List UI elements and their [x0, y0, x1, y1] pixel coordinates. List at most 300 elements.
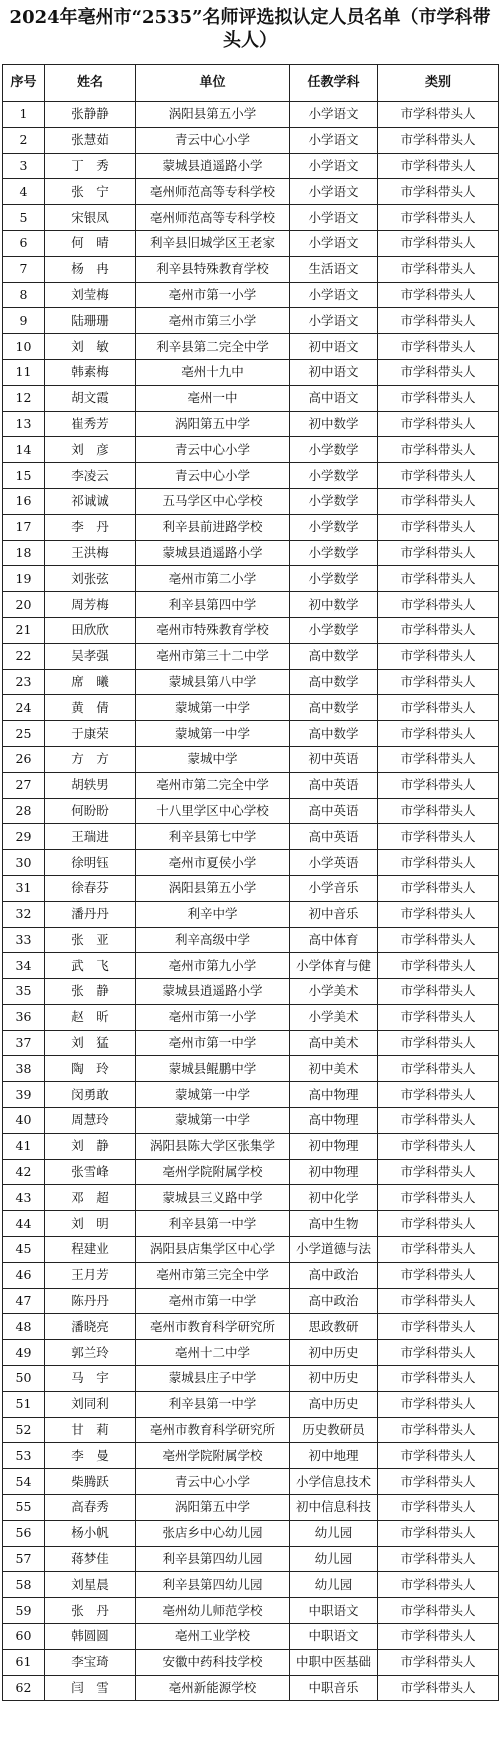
cell-category: 市学科带头人: [378, 514, 499, 540]
table-row: [3, 385, 499, 411]
cell-unit: 蒙城县庄子中学: [136, 1366, 290, 1392]
cell-index: 40: [3, 1108, 45, 1134]
table-row: [3, 1546, 499, 1572]
cell-unit: 五马学区中心学校: [136, 488, 290, 514]
cell-category: 市学科带头人: [378, 1211, 499, 1237]
cell-category: 市学科带头人: [378, 1056, 499, 1082]
cell-name: 韩素梅: [45, 359, 136, 385]
cell-unit: 蒙城县逍遥路小学: [136, 540, 290, 566]
cell-name: 郭兰玲: [45, 1340, 136, 1366]
table-row: [3, 824, 499, 850]
cell-index: 6: [3, 230, 45, 256]
table-row: [3, 927, 499, 953]
cell-subject: 历史教研员: [290, 1417, 378, 1443]
cell-subject: 小学数学: [290, 488, 378, 514]
cell-unit: 亳州市第一中学: [136, 1030, 290, 1056]
cell-unit: 安徽中药科技学校: [136, 1649, 290, 1675]
cell-name: 徐明钰: [45, 850, 136, 876]
table-row: [3, 643, 499, 669]
cell-name: 宋银凤: [45, 205, 136, 231]
cell-unit: 涡阳县店集学区中心学: [136, 1237, 290, 1263]
cell-index: 29: [3, 824, 45, 850]
cell-index: 47: [3, 1288, 45, 1314]
cell-unit: 利辛县第四幼儿园: [136, 1546, 290, 1572]
cell-subject: 初中数学: [290, 411, 378, 437]
cell-category: 市学科带头人: [378, 1082, 499, 1108]
cell-category: 市学科带头人: [378, 1314, 499, 1340]
cell-category: 市学科带头人: [378, 617, 499, 643]
cell-name: 刘 敏: [45, 334, 136, 360]
table-row: [3, 1262, 499, 1288]
cell-index: 49: [3, 1340, 45, 1366]
cell-name: 吴孝强: [45, 643, 136, 669]
cell-name: 刘星晨: [45, 1572, 136, 1598]
table-header-row: [3, 65, 499, 102]
cell-unit: 青云中心小学: [136, 1469, 290, 1495]
cell-name: 李凌云: [45, 463, 136, 489]
table-row: [3, 1159, 499, 1185]
column-header-subject: 任教学科: [290, 65, 378, 102]
table-row: [3, 1185, 499, 1211]
table-row: [3, 1340, 499, 1366]
cell-unit: 亳州市教育科学研究所: [136, 1314, 290, 1340]
cell-name: 刘 静: [45, 1133, 136, 1159]
cell-name: 张 静: [45, 979, 136, 1005]
cell-unit: 蒙城中学: [136, 746, 290, 772]
cell-category: 市学科带头人: [378, 282, 499, 308]
cell-subject: 高中物理: [290, 1082, 378, 1108]
cell-unit: 亳州师范高等专科学校: [136, 179, 290, 205]
cell-index: 39: [3, 1082, 45, 1108]
cell-subject: 小学数学: [290, 566, 378, 592]
cell-unit: 利辛县第一中学: [136, 1211, 290, 1237]
cell-subject: 小学体育与健: [290, 953, 378, 979]
cell-index: 25: [3, 721, 45, 747]
cell-index: 43: [3, 1185, 45, 1211]
cell-category: 市学科带头人: [378, 1624, 499, 1650]
cell-unit: 亳州市特殊教育学校: [136, 617, 290, 643]
cell-subject: 初中物理: [290, 1159, 378, 1185]
cell-subject: 高中政治: [290, 1288, 378, 1314]
cell-index: 4: [3, 179, 45, 205]
cell-subject: 高中政治: [290, 1262, 378, 1288]
column-header-index: 序号: [3, 65, 45, 102]
cell-subject: 小学语文: [290, 308, 378, 334]
cell-subject: 小学语文: [290, 230, 378, 256]
cell-index: 61: [3, 1649, 45, 1675]
cell-category: 市学科带头人: [378, 721, 499, 747]
cell-category: 市学科带头人: [378, 463, 499, 489]
cell-name: 杨 冉: [45, 256, 136, 282]
cell-subject: 高中数学: [290, 669, 378, 695]
cell-category: 市学科带头人: [378, 230, 499, 256]
cell-name: 祁诚诚: [45, 488, 136, 514]
cell-subject: 生活语文: [290, 256, 378, 282]
table-row: [3, 1237, 499, 1263]
table-row: [3, 205, 499, 231]
cell-index: 62: [3, 1675, 45, 1701]
roster-table: [2, 64, 499, 1701]
cell-unit: 亳州市第一小学: [136, 282, 290, 308]
cell-unit: 青云中心小学: [136, 463, 290, 489]
cell-subject: 初中信息科技: [290, 1495, 378, 1521]
cell-name: 黄 倩: [45, 695, 136, 721]
cell-subject: 小学数学: [290, 617, 378, 643]
cell-subject: 小学数学: [290, 463, 378, 489]
cell-unit: 涡阳第五中学: [136, 1495, 290, 1521]
cell-subject: 中职中医基础: [290, 1649, 378, 1675]
cell-category: 市学科带头人: [378, 385, 499, 411]
cell-category: 市学科带头人: [378, 1288, 499, 1314]
cell-unit: 利辛县第四中学: [136, 592, 290, 618]
cell-unit: 利辛县旧城学区王老家: [136, 230, 290, 256]
cell-name: 刘 猛: [45, 1030, 136, 1056]
cell-name: 韩圆圆: [45, 1624, 136, 1650]
cell-index: 46: [3, 1262, 45, 1288]
cell-index: 45: [3, 1237, 45, 1263]
cell-name: 李宝琦: [45, 1649, 136, 1675]
cell-index: 35: [3, 979, 45, 1005]
cell-subject: 小学信息技术: [290, 1469, 378, 1495]
cell-unit: 亳州市第九小学: [136, 953, 290, 979]
cell-subject: 初中数学: [290, 592, 378, 618]
cell-category: 市学科带头人: [378, 102, 499, 128]
cell-index: 51: [3, 1391, 45, 1417]
cell-name: 甘 莉: [45, 1417, 136, 1443]
table-row: [3, 1030, 499, 1056]
cell-category: 市学科带头人: [378, 1159, 499, 1185]
cell-subject: 初中物理: [290, 1133, 378, 1159]
cell-name: 胡轶男: [45, 772, 136, 798]
cell-index: 56: [3, 1520, 45, 1546]
table-row: [3, 308, 499, 334]
cell-subject: 小学语文: [290, 102, 378, 128]
cell-category: 市学科带头人: [378, 695, 499, 721]
cell-unit: 利辛中学: [136, 901, 290, 927]
cell-index: 52: [3, 1417, 45, 1443]
cell-name: 刘同利: [45, 1391, 136, 1417]
table-row: [3, 282, 499, 308]
cell-unit: 亳州市教育科学研究所: [136, 1417, 290, 1443]
table-row: [3, 1495, 499, 1521]
cell-category: 市学科带头人: [378, 592, 499, 618]
cell-unit: 亳州学院附属学校: [136, 1443, 290, 1469]
cell-name: 马 宇: [45, 1366, 136, 1392]
cell-unit: 利辛县第七中学: [136, 824, 290, 850]
cell-unit: 张店乡中心幼儿园: [136, 1520, 290, 1546]
cell-index: 9: [3, 308, 45, 334]
cell-name: 刘 明: [45, 1211, 136, 1237]
cell-name: 张慧茹: [45, 127, 136, 153]
table-row: [3, 153, 499, 179]
cell-category: 市学科带头人: [378, 1262, 499, 1288]
cell-index: 1: [3, 102, 45, 128]
cell-unit: 利辛县第四幼儿园: [136, 1572, 290, 1598]
cell-category: 市学科带头人: [378, 669, 499, 695]
cell-index: 32: [3, 901, 45, 927]
table-row: [3, 772, 499, 798]
cell-name: 徐春芬: [45, 875, 136, 901]
cell-subject: 小学语文: [290, 282, 378, 308]
table-row: [3, 1649, 499, 1675]
table-row: [3, 411, 499, 437]
cell-category: 市学科带头人: [378, 979, 499, 1005]
cell-category: 市学科带头人: [378, 1469, 499, 1495]
cell-unit: 亳州学院附属学校: [136, 1159, 290, 1185]
cell-category: 市学科带头人: [378, 359, 499, 385]
cell-subject: 高中物理: [290, 1108, 378, 1134]
table-row: [3, 695, 499, 721]
cell-name: 潘丹丹: [45, 901, 136, 927]
cell-category: 市学科带头人: [378, 540, 499, 566]
cell-subject: 小学美术: [290, 1004, 378, 1030]
cell-name: 王月芳: [45, 1262, 136, 1288]
table-row: [3, 1675, 499, 1701]
cell-subject: 思政教研: [290, 1314, 378, 1340]
cell-name: 刘莹梅: [45, 282, 136, 308]
cell-name: 何 晴: [45, 230, 136, 256]
cell-name: 刘 彦: [45, 437, 136, 463]
cell-subject: 小学语文: [290, 205, 378, 231]
cell-subject: 中职语文: [290, 1624, 378, 1650]
cell-subject: 高中美术: [290, 1030, 378, 1056]
table-row: [3, 334, 499, 360]
cell-category: 市学科带头人: [378, 205, 499, 231]
cell-index: 16: [3, 488, 45, 514]
table-row: [3, 953, 499, 979]
cell-category: 市学科带头人: [378, 1572, 499, 1598]
table-row: [3, 437, 499, 463]
cell-subject: 小学道德与法: [290, 1237, 378, 1263]
cell-subject: 高中体育: [290, 927, 378, 953]
cell-index: 26: [3, 746, 45, 772]
cell-index: 20: [3, 592, 45, 618]
table-row: [3, 1417, 499, 1443]
table-row: [3, 1288, 499, 1314]
cell-unit: 青云中心小学: [136, 437, 290, 463]
cell-category: 市学科带头人: [378, 1004, 499, 1030]
table-row: [3, 1314, 499, 1340]
cell-name: 王洪梅: [45, 540, 136, 566]
cell-name: 张静静: [45, 102, 136, 128]
cell-unit: 亳州市夏侯小学: [136, 850, 290, 876]
cell-index: 44: [3, 1211, 45, 1237]
cell-name: 方 方: [45, 746, 136, 772]
cell-subject: 小学音乐: [290, 875, 378, 901]
cell-index: 21: [3, 617, 45, 643]
cell-index: 5: [3, 205, 45, 231]
table-row: [3, 359, 499, 385]
cell-category: 市学科带头人: [378, 1598, 499, 1624]
cell-name: 胡文霞: [45, 385, 136, 411]
cell-name: 何盼盼: [45, 798, 136, 824]
cell-index: 8: [3, 282, 45, 308]
cell-index: 11: [3, 359, 45, 385]
table-row: [3, 1598, 499, 1624]
table-row: [3, 1391, 499, 1417]
cell-index: 38: [3, 1056, 45, 1082]
cell-name: 陶 玲: [45, 1056, 136, 1082]
cell-unit: 亳州市第一小学: [136, 1004, 290, 1030]
cell-unit: 涡阳县第五小学: [136, 102, 290, 128]
column-header-name: 姓名: [45, 65, 136, 102]
cell-index: 13: [3, 411, 45, 437]
cell-index: 10: [3, 334, 45, 360]
table-row: [3, 875, 499, 901]
cell-category: 市学科带头人: [378, 1495, 499, 1521]
cell-name: 李 曼: [45, 1443, 136, 1469]
cell-category: 市学科带头人: [378, 437, 499, 463]
table-row: [3, 1211, 499, 1237]
cell-unit: 利辛县第二完全中学: [136, 334, 290, 360]
cell-subject: 高中生物: [290, 1211, 378, 1237]
table-row: [3, 540, 499, 566]
cell-category: 市学科带头人: [378, 1675, 499, 1701]
cell-name: 张 宁: [45, 179, 136, 205]
cell-index: 3: [3, 153, 45, 179]
cell-name: 杨小帆: [45, 1520, 136, 1546]
cell-index: 53: [3, 1443, 45, 1469]
cell-name: 柴腾跃: [45, 1469, 136, 1495]
cell-unit: 利辛高级中学: [136, 927, 290, 953]
cell-subject: 初中历史: [290, 1366, 378, 1392]
cell-category: 市学科带头人: [378, 824, 499, 850]
table-row: [3, 979, 499, 1005]
cell-index: 15: [3, 463, 45, 489]
cell-unit: 涡阳第五中学: [136, 411, 290, 437]
cell-unit: 亳州市第三完全中学: [136, 1262, 290, 1288]
cell-category: 市学科带头人: [378, 256, 499, 282]
cell-name: 王瑞进: [45, 824, 136, 850]
cell-category: 市学科带头人: [378, 1649, 499, 1675]
cell-unit: 亳州师范高等专科学校: [136, 205, 290, 231]
cell-category: 市学科带头人: [378, 901, 499, 927]
cell-unit: 蒙城第一中学: [136, 695, 290, 721]
cell-name: 武 飞: [45, 953, 136, 979]
cell-name: 李 丹: [45, 514, 136, 540]
cell-category: 市学科带头人: [378, 1520, 499, 1546]
cell-index: 18: [3, 540, 45, 566]
cell-name: 崔秀芳: [45, 411, 136, 437]
cell-name: 周芳梅: [45, 592, 136, 618]
cell-index: 57: [3, 1546, 45, 1572]
cell-category: 市学科带头人: [378, 850, 499, 876]
cell-index: 58: [3, 1572, 45, 1598]
cell-subject: 初中英语: [290, 746, 378, 772]
cell-index: 37: [3, 1030, 45, 1056]
cell-subject: 中职语文: [290, 1598, 378, 1624]
cell-unit: 蒙城第一中学: [136, 721, 290, 747]
cell-name: 赵 昕: [45, 1004, 136, 1030]
cell-unit: 利辛县特殊教育学校: [136, 256, 290, 282]
cell-category: 市学科带头人: [378, 1340, 499, 1366]
cell-unit: 亳州市第三小学: [136, 308, 290, 334]
cell-category: 市学科带头人: [378, 179, 499, 205]
cell-unit: 蒙城县逍遥路小学: [136, 153, 290, 179]
cell-index: 55: [3, 1495, 45, 1521]
cell-subject: 高中数学: [290, 695, 378, 721]
cell-category: 市学科带头人: [378, 1133, 499, 1159]
cell-index: 27: [3, 772, 45, 798]
cell-unit: 亳州市第二小学: [136, 566, 290, 592]
cell-index: 59: [3, 1598, 45, 1624]
cell-subject: 小学语文: [290, 153, 378, 179]
cell-subject: 小学数学: [290, 514, 378, 540]
page-title: 2024年亳州市“2535”名师评选拟认定人员名单（市学科带头人）: [9, 7, 491, 51]
table-row: [3, 1108, 499, 1134]
cell-name: 张雪峰: [45, 1159, 136, 1185]
cell-unit: 亳州工业学校: [136, 1624, 290, 1650]
cell-index: 12: [3, 385, 45, 411]
cell-name: 高春秀: [45, 1495, 136, 1521]
table-row: [3, 721, 499, 747]
cell-subject: 小学数学: [290, 540, 378, 566]
cell-name: 刘张弦: [45, 566, 136, 592]
cell-unit: 亳州幼儿师范学校: [136, 1598, 290, 1624]
cell-name: 程建业: [45, 1237, 136, 1263]
cell-category: 市学科带头人: [378, 953, 499, 979]
table-row: [3, 850, 499, 876]
table-row: [3, 901, 499, 927]
cell-category: 市学科带头人: [378, 1185, 499, 1211]
table-row: [3, 102, 499, 128]
cell-subject: 初中语文: [290, 334, 378, 360]
cell-unit: 亳州一中: [136, 385, 290, 411]
cell-unit: 亳州新能源学校: [136, 1675, 290, 1701]
cell-name: 闵勇敢: [45, 1082, 136, 1108]
cell-index: 50: [3, 1366, 45, 1392]
cell-unit: 利辛县第一中学: [136, 1391, 290, 1417]
cell-subject: 高中数学: [290, 721, 378, 747]
table-row: [3, 1366, 499, 1392]
cell-unit: 涡阳县第五小学: [136, 875, 290, 901]
cell-subject: 初中化学: [290, 1185, 378, 1211]
cell-name: 陆珊珊: [45, 308, 136, 334]
cell-name: 周慧玲: [45, 1108, 136, 1134]
table-row: [3, 1469, 499, 1495]
table-row: [3, 1520, 499, 1546]
cell-name: 张 亚: [45, 927, 136, 953]
cell-category: 市学科带头人: [378, 127, 499, 153]
table-row: [3, 127, 499, 153]
table-row: [3, 1082, 499, 1108]
cell-unit: 亳州十二中学: [136, 1340, 290, 1366]
cell-index: 24: [3, 695, 45, 721]
cell-index: 34: [3, 953, 45, 979]
cell-index: 2: [3, 127, 45, 153]
cell-category: 市学科带头人: [378, 411, 499, 437]
cell-index: 7: [3, 256, 45, 282]
cell-subject: 初中美术: [290, 1056, 378, 1082]
cell-subject: 幼儿园: [290, 1572, 378, 1598]
cell-index: 28: [3, 798, 45, 824]
cell-unit: 蒙城第一中学: [136, 1082, 290, 1108]
cell-category: 市学科带头人: [378, 1417, 499, 1443]
table-row: [3, 1133, 499, 1159]
table-row: [3, 592, 499, 618]
cell-category: 市学科带头人: [378, 927, 499, 953]
table-row: [3, 798, 499, 824]
cell-name: 邓 超: [45, 1185, 136, 1211]
cell-subject: 高中历史: [290, 1391, 378, 1417]
cell-unit: 蒙城县鲲鹏中学: [136, 1056, 290, 1082]
cell-index: 33: [3, 927, 45, 953]
cell-subject: 初中语文: [290, 359, 378, 385]
table-row: [3, 488, 499, 514]
cell-subject: 幼儿园: [290, 1546, 378, 1572]
table-row: [3, 230, 499, 256]
cell-subject: 小学语文: [290, 127, 378, 153]
